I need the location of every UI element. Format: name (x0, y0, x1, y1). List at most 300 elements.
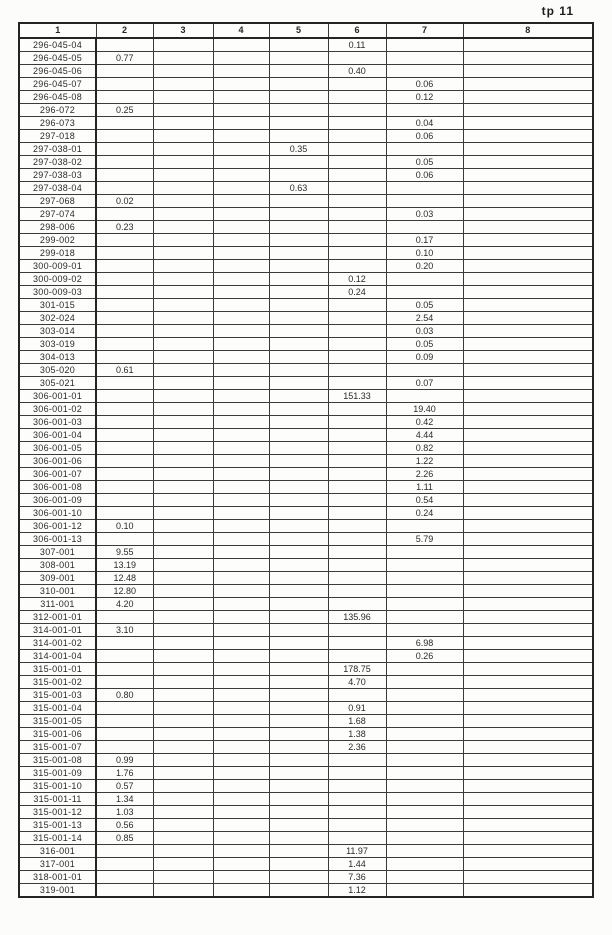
value-cell: 0.63 (269, 182, 328, 195)
row-label: 300-009-03 (19, 286, 96, 299)
empty-cell (213, 286, 269, 299)
value-cell: 0.24 (386, 507, 463, 520)
empty-cell (269, 780, 328, 793)
empty-cell (213, 871, 269, 884)
empty-cell (96, 169, 153, 182)
table-row (19, 312, 593, 325)
empty-cell (269, 637, 328, 650)
empty-cell (96, 130, 153, 143)
row-label: 296-045-08 (19, 91, 96, 104)
table-row (19, 91, 593, 104)
column-header-5: 5 (269, 23, 328, 38)
empty-cell (96, 182, 153, 195)
row-label: 301-015 (19, 299, 96, 312)
empty-cell (213, 403, 269, 416)
value-cell: 1.44 (328, 858, 386, 871)
row-label: 306-001-07 (19, 468, 96, 481)
empty-cell (386, 38, 463, 52)
value-cell: 0.06 (386, 169, 463, 182)
empty-cell (269, 286, 328, 299)
column-header-3: 3 (153, 23, 213, 38)
empty-cell (269, 442, 328, 455)
row-label: 314-001-04 (19, 650, 96, 663)
empty-cell (213, 221, 269, 234)
empty-cell (386, 728, 463, 741)
value-cell: 0.04 (386, 117, 463, 130)
row-label: 306-001-10 (19, 507, 96, 520)
empty-cell (463, 195, 593, 208)
empty-cell (328, 364, 386, 377)
empty-cell (328, 156, 386, 169)
empty-cell (269, 338, 328, 351)
row-label: 315-001-09 (19, 767, 96, 780)
table-row (19, 559, 593, 572)
empty-cell (269, 208, 328, 221)
row-label: 315-001-12 (19, 806, 96, 819)
empty-cell (213, 832, 269, 845)
empty-cell (463, 832, 593, 845)
empty-cell (213, 156, 269, 169)
empty-cell (386, 858, 463, 871)
empty-cell (213, 689, 269, 702)
empty-cell (463, 728, 593, 741)
empty-cell (463, 234, 593, 247)
empty-cell (269, 559, 328, 572)
empty-cell (386, 286, 463, 299)
empty-cell (153, 286, 213, 299)
value-cell: 0.10 (96, 520, 153, 533)
empty-cell (213, 507, 269, 520)
empty-cell (386, 793, 463, 806)
empty-cell (328, 78, 386, 91)
empty-cell (96, 299, 153, 312)
empty-cell (328, 351, 386, 364)
row-label: 302-024 (19, 312, 96, 325)
value-cell: 0.99 (96, 754, 153, 767)
empty-cell (96, 494, 153, 507)
empty-cell (463, 429, 593, 442)
empty-cell (213, 390, 269, 403)
row-label: 305-020 (19, 364, 96, 377)
empty-cell (213, 741, 269, 754)
empty-cell (463, 416, 593, 429)
row-label: 297-038-02 (19, 156, 96, 169)
empty-cell (386, 364, 463, 377)
value-cell: 0.09 (386, 351, 463, 364)
empty-cell (463, 494, 593, 507)
empty-cell (96, 65, 153, 78)
empty-cell (153, 182, 213, 195)
empty-cell (269, 468, 328, 481)
empty-cell (153, 195, 213, 208)
empty-cell (463, 624, 593, 637)
empty-cell (153, 728, 213, 741)
table-row (19, 819, 593, 832)
empty-cell (463, 689, 593, 702)
row-label: 319-001 (19, 884, 96, 898)
empty-cell (463, 741, 593, 754)
empty-cell (153, 871, 213, 884)
empty-cell (463, 559, 593, 572)
empty-cell (463, 819, 593, 832)
empty-cell (328, 182, 386, 195)
empty-cell (213, 650, 269, 663)
empty-cell (463, 247, 593, 260)
empty-cell (269, 234, 328, 247)
empty-cell (213, 468, 269, 481)
value-cell: 0.17 (386, 234, 463, 247)
value-cell: 0.85 (96, 832, 153, 845)
row-label: 312-001-01 (19, 611, 96, 624)
empty-cell (269, 689, 328, 702)
empty-cell (269, 728, 328, 741)
empty-cell (328, 546, 386, 559)
empty-cell (328, 325, 386, 338)
empty-cell (213, 715, 269, 728)
empty-cell (463, 598, 593, 611)
value-cell: 1.03 (96, 806, 153, 819)
row-label: 314-001-02 (19, 637, 96, 650)
empty-cell (328, 338, 386, 351)
row-label: 309-001 (19, 572, 96, 585)
empty-cell (213, 273, 269, 286)
empty-cell (463, 455, 593, 468)
column-header-7: 7 (386, 23, 463, 38)
table-row (19, 78, 593, 91)
empty-cell (386, 611, 463, 624)
table-row (19, 65, 593, 78)
table-row (19, 117, 593, 130)
table-row (19, 221, 593, 234)
value-cell: 0.35 (269, 143, 328, 156)
empty-cell (96, 403, 153, 416)
empty-cell (328, 754, 386, 767)
empty-cell (328, 299, 386, 312)
empty-cell (213, 780, 269, 793)
value-cell: 0.25 (96, 104, 153, 117)
value-cell: 12.48 (96, 572, 153, 585)
empty-cell (269, 221, 328, 234)
empty-cell (213, 442, 269, 455)
row-label: 318-001-01 (19, 871, 96, 884)
empty-cell (153, 455, 213, 468)
empty-cell (96, 338, 153, 351)
empty-cell (96, 858, 153, 871)
empty-cell (269, 845, 328, 858)
empty-cell (269, 767, 328, 780)
empty-cell (463, 325, 593, 338)
row-label: 296-045-06 (19, 65, 96, 78)
empty-cell (269, 806, 328, 819)
empty-cell (153, 442, 213, 455)
empty-cell (213, 624, 269, 637)
value-cell: 0.42 (386, 416, 463, 429)
empty-cell (96, 884, 153, 898)
empty-cell (153, 572, 213, 585)
value-cell: 0.03 (386, 325, 463, 338)
empty-cell (269, 481, 328, 494)
empty-cell (153, 845, 213, 858)
empty-cell (463, 377, 593, 390)
row-label: 315-001-13 (19, 819, 96, 832)
empty-cell (96, 78, 153, 91)
row-label: 297-074 (19, 208, 96, 221)
empty-cell (153, 663, 213, 676)
empty-cell (213, 247, 269, 260)
empty-cell (213, 676, 269, 689)
value-cell: 1.34 (96, 793, 153, 806)
empty-cell (269, 663, 328, 676)
empty-cell (328, 806, 386, 819)
empty-cell (153, 637, 213, 650)
empty-cell (213, 325, 269, 338)
empty-cell (269, 65, 328, 78)
empty-cell (213, 364, 269, 377)
empty-cell (213, 572, 269, 585)
empty-cell (463, 364, 593, 377)
value-cell: 9.55 (96, 546, 153, 559)
empty-cell (213, 299, 269, 312)
row-label: 315-001-14 (19, 832, 96, 845)
empty-cell (96, 325, 153, 338)
row-label: 315-001-08 (19, 754, 96, 767)
empty-cell (269, 91, 328, 104)
empty-cell (386, 663, 463, 676)
row-label: 308-001 (19, 559, 96, 572)
empty-cell (463, 286, 593, 299)
table-row (19, 637, 593, 650)
empty-cell (213, 117, 269, 130)
empty-cell (328, 468, 386, 481)
empty-cell (463, 572, 593, 585)
empty-cell (328, 689, 386, 702)
table-row (19, 715, 593, 728)
value-cell: 0.23 (96, 221, 153, 234)
empty-cell (153, 156, 213, 169)
empty-cell (153, 52, 213, 65)
empty-cell (269, 364, 328, 377)
empty-cell (96, 377, 153, 390)
empty-cell (386, 754, 463, 767)
empty-cell (386, 559, 463, 572)
empty-cell (328, 416, 386, 429)
value-cell: 2.26 (386, 468, 463, 481)
empty-cell (213, 91, 269, 104)
empty-cell (153, 325, 213, 338)
row-label: 297-038-03 (19, 169, 96, 182)
table-row (19, 104, 593, 117)
table-row (19, 832, 593, 845)
empty-cell (463, 65, 593, 78)
empty-cell (153, 481, 213, 494)
row-label: 314-001-01 (19, 624, 96, 637)
empty-cell (463, 260, 593, 273)
empty-cell (213, 546, 269, 559)
value-cell: 0.12 (328, 273, 386, 286)
empty-cell (213, 806, 269, 819)
row-label: 306-001-08 (19, 481, 96, 494)
empty-cell (386, 780, 463, 793)
empty-cell (386, 572, 463, 585)
empty-cell (153, 208, 213, 221)
empty-cell (96, 481, 153, 494)
row-label: 316-001 (19, 845, 96, 858)
empty-cell (96, 871, 153, 884)
empty-cell (269, 156, 328, 169)
empty-cell (463, 351, 593, 364)
row-label: 315-001-11 (19, 793, 96, 806)
empty-cell (213, 65, 269, 78)
table-row (19, 442, 593, 455)
empty-cell (153, 377, 213, 390)
row-label: 297-018 (19, 130, 96, 143)
empty-cell (269, 52, 328, 65)
empty-cell (386, 819, 463, 832)
empty-cell (269, 273, 328, 286)
table-row (19, 806, 593, 819)
table-row (19, 416, 593, 429)
empty-cell (386, 546, 463, 559)
empty-cell (328, 91, 386, 104)
empty-cell (213, 533, 269, 546)
empty-cell (213, 598, 269, 611)
table-row (19, 38, 593, 52)
empty-cell (328, 780, 386, 793)
empty-cell (328, 143, 386, 156)
empty-cell (269, 741, 328, 754)
empty-cell (269, 715, 328, 728)
table-row (19, 156, 593, 169)
empty-cell (213, 494, 269, 507)
table-row (19, 234, 593, 247)
row-label: 296-072 (19, 104, 96, 117)
value-cell: 1.22 (386, 455, 463, 468)
table-row (19, 403, 593, 416)
empty-cell (153, 104, 213, 117)
table-row (19, 468, 593, 481)
empty-cell (96, 351, 153, 364)
row-label: 304-013 (19, 351, 96, 364)
empty-cell (328, 481, 386, 494)
value-cell: 0.10 (386, 247, 463, 260)
value-cell: 0.05 (386, 156, 463, 169)
empty-cell (386, 715, 463, 728)
empty-cell (328, 403, 386, 416)
empty-cell (153, 715, 213, 728)
empty-cell (153, 819, 213, 832)
table-row (19, 598, 593, 611)
empty-cell (463, 637, 593, 650)
empty-cell (96, 611, 153, 624)
table-row (19, 390, 593, 403)
table-row (19, 780, 593, 793)
value-cell: 0.77 (96, 52, 153, 65)
row-label: 300-009-01 (19, 260, 96, 273)
table-row (19, 364, 593, 377)
value-cell: 0.54 (386, 494, 463, 507)
empty-cell (213, 234, 269, 247)
table-row (19, 871, 593, 884)
empty-cell (269, 598, 328, 611)
table-row (19, 520, 593, 533)
empty-cell (269, 299, 328, 312)
empty-cell (269, 38, 328, 52)
value-cell: 6.98 (386, 637, 463, 650)
empty-cell (328, 247, 386, 260)
empty-cell (463, 221, 593, 234)
value-cell: 0.06 (386, 78, 463, 91)
table-body (19, 38, 593, 897)
empty-cell (269, 520, 328, 533)
empty-cell (463, 117, 593, 130)
table-row (19, 702, 593, 715)
empty-cell (463, 299, 593, 312)
empty-cell (153, 585, 213, 598)
empty-cell (213, 585, 269, 598)
value-cell: 1.11 (386, 481, 463, 494)
value-cell: 0.57 (96, 780, 153, 793)
row-label: 296-045-07 (19, 78, 96, 91)
empty-cell (96, 312, 153, 325)
table-row (19, 273, 593, 286)
empty-cell (386, 741, 463, 754)
empty-cell (269, 793, 328, 806)
table-row (19, 689, 593, 702)
empty-cell (463, 650, 593, 663)
empty-cell (463, 793, 593, 806)
empty-cell (153, 546, 213, 559)
empty-cell (269, 650, 328, 663)
value-cell: 2.54 (386, 312, 463, 325)
empty-cell (96, 38, 153, 52)
value-cell: 0.03 (386, 208, 463, 221)
empty-cell (213, 845, 269, 858)
row-label: 315-001-01 (19, 663, 96, 676)
empty-cell (269, 676, 328, 689)
table-row (19, 351, 593, 364)
empty-cell (96, 273, 153, 286)
empty-cell (269, 455, 328, 468)
table-row (19, 507, 593, 520)
empty-cell (213, 377, 269, 390)
empty-cell (213, 728, 269, 741)
empty-cell (386, 143, 463, 156)
empty-cell (213, 754, 269, 767)
empty-cell (386, 767, 463, 780)
empty-cell (269, 195, 328, 208)
empty-cell (386, 221, 463, 234)
table-row (19, 182, 593, 195)
empty-cell (153, 273, 213, 286)
empty-cell (269, 507, 328, 520)
table-row (19, 754, 593, 767)
table-row (19, 481, 593, 494)
value-cell: 1.12 (328, 884, 386, 898)
value-cell: 0.05 (386, 299, 463, 312)
table-row (19, 728, 593, 741)
empty-cell (463, 156, 593, 169)
row-label: 315-001-06 (19, 728, 96, 741)
empty-cell (96, 286, 153, 299)
empty-cell (153, 793, 213, 806)
empty-cell (328, 260, 386, 273)
empty-cell (213, 260, 269, 273)
empty-cell (153, 650, 213, 663)
empty-cell (463, 273, 593, 286)
empty-cell (153, 312, 213, 325)
empty-cell (328, 585, 386, 598)
empty-cell (269, 819, 328, 832)
